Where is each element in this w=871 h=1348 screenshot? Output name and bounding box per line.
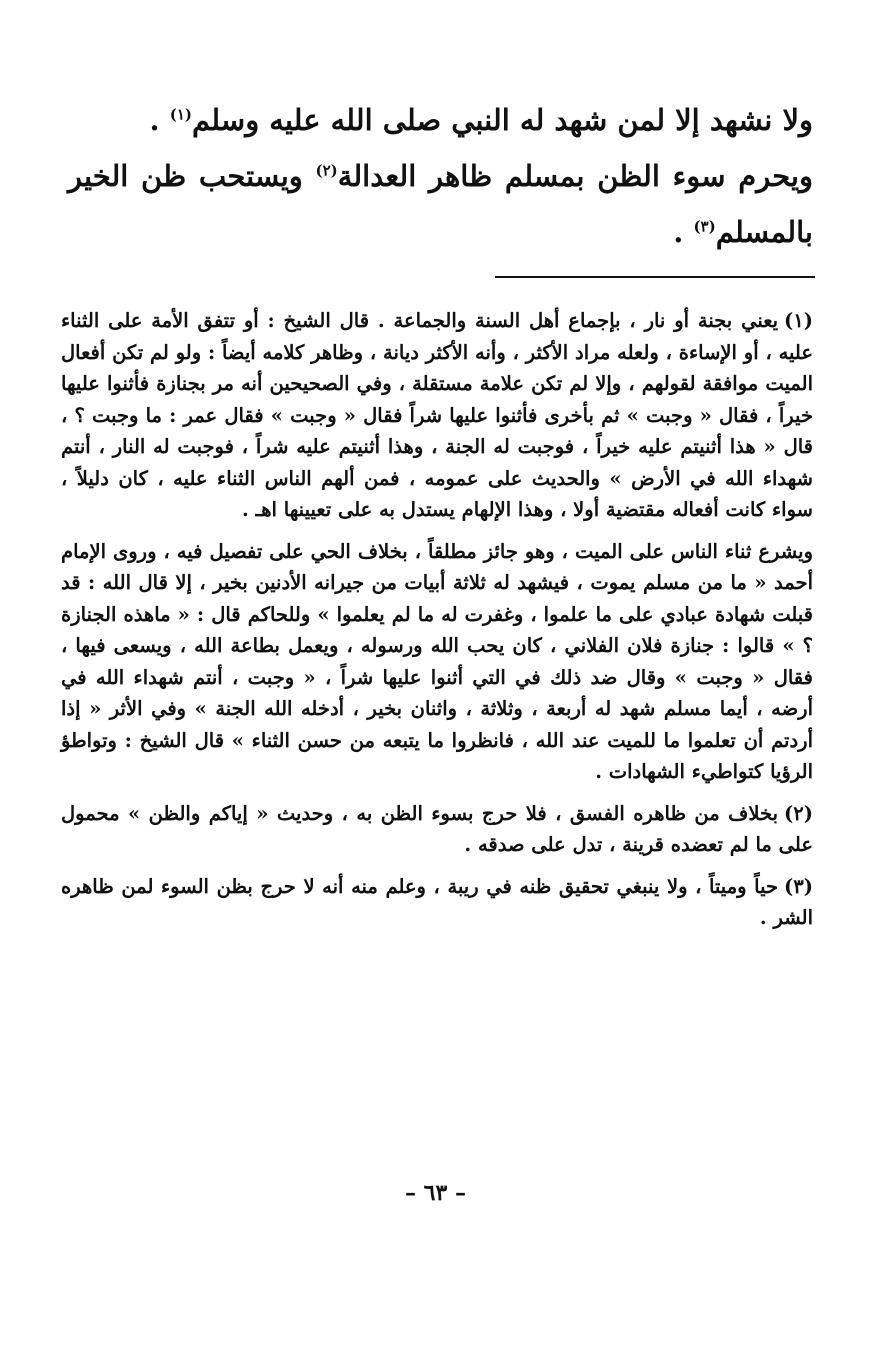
footnote-1-continued [61, 536, 813, 788]
page-number: – ٦٣ – [405, 1180, 466, 1206]
footnote-separator [495, 276, 815, 278]
footnote-text: بخلاف من ظاهره الفسق ، فلا حرج بسوء الظن به ، وحديث « إياكم والظن » محمول على ما لم تعضده قرينة ، تدل على صدقه . [61, 801, 813, 856]
footnote-ref-1: (١) [169, 105, 192, 124]
main-line-2-rest: ويستحب ظن الخير بالمسلم [68, 159, 813, 249]
main-text [68, 92, 813, 260]
footnote-text: ويشرع ثناء الناس على الميت ، وهو جائز مطلقاً ، بخلاف الحي على تفصيل فيه ، وروى الإمام أحمد « ما من مسلم يموت ، فيشهد له ثلاثة أبيات من جيرانه الأدنين بخير ، إلا قال الله : قد قبلت شهادة عبادي على ما علموا ، وغفرت له ما لم يعلموا » وللحاكم قال : « ماهذه الجنازة ؟ » قالوا : جنازة فلان الفلاني ، كان يحب الله ورسوله ، ويعمل بطاعة الله ، ويسعى فيها ، فقال « وجبت » وقال ضد ذلك في التي أثنوا عليها شراً ، « وجبت ، أنتم شهداء الله في أرضه ، أيما مسلم شهد له أربعة ، وثلاثة ، واثنان بخير ، أدخله الله الجنة » وفي الأثر « إذا أردتم أن تعلموا ما للميت عند الله ، فانظروا ما يتبعه من حسن الثناء » قال الشيخ : وتواطؤ الرؤيا كتواطيء الشهادات . [61, 539, 813, 783]
footnote-text: يعني بجنة أو نار ، بإجماع أهل السنة والجماعة . قال الشيخ : أو تتفق الأمة على الثناء عليه ، أو الإساءة ، ولعله مراد الأكثر ، وأنه الأكثر ديانة ، وظاهر كلامه أيضاً : ولو لم تكن أفعال الميت موافقة لقولهم ، وإلا لم تكن علامة مستقلة ، وفي الصحيحين أنه مر بجنازة فأثنوا عليها خيراً ، فقال « وجبت » ثم بأخرى فأثنوا عليها شراً فقال « وجبت » فقال عمر : ما وجبت ؟ ، قال « هذا أثنيتم عليه خيراً ، فوجبت له الجنة ، وهذا أثنيتم عليه شراً ، فوجبت له النار ، أنتم شهداء الله في الأرض » والحديث على عمومه ، فمن ألهم الناس الثناء عليه ، كان دليلاً ، سواء كانت أفعاله مقتضية أولا ، وهذا الإلهام يستدل به على تعيينها اهـ . [61, 309, 813, 521]
main-line-3-end: . [673, 215, 694, 249]
footnote-ref-2: (٢) [315, 161, 338, 180]
main-line-1-end: . [149, 103, 170, 137]
footnote-number: (٣) [784, 874, 813, 898]
footnote-ref-3: (٣) [693, 217, 716, 236]
footnote-number: (١) [784, 309, 813, 332]
main-paragraph-2 [68, 148, 813, 260]
main-paragraph-1 [68, 92, 813, 148]
footnotes [61, 305, 813, 944]
main-line-1: ولا نشهد إلا لمن شهد له النبي صلى الله عليه وسلم [192, 103, 813, 137]
footnote-number: (٢) [784, 801, 813, 825]
main-line-2: ويحرم سوء الظن بمسلم ظاهر العدالة [337, 159, 813, 193]
footnote-1 [61, 305, 813, 526]
footnote-text: حياً وميتاً ، ولا ينبغي تحقيق ظنه في ريبة ، وعلم منه أنه لا حرج بظن السوء لمن ظاهره الشر . [61, 874, 813, 929]
footnote-3 [61, 871, 813, 934]
footnote-2 [61, 798, 813, 861]
